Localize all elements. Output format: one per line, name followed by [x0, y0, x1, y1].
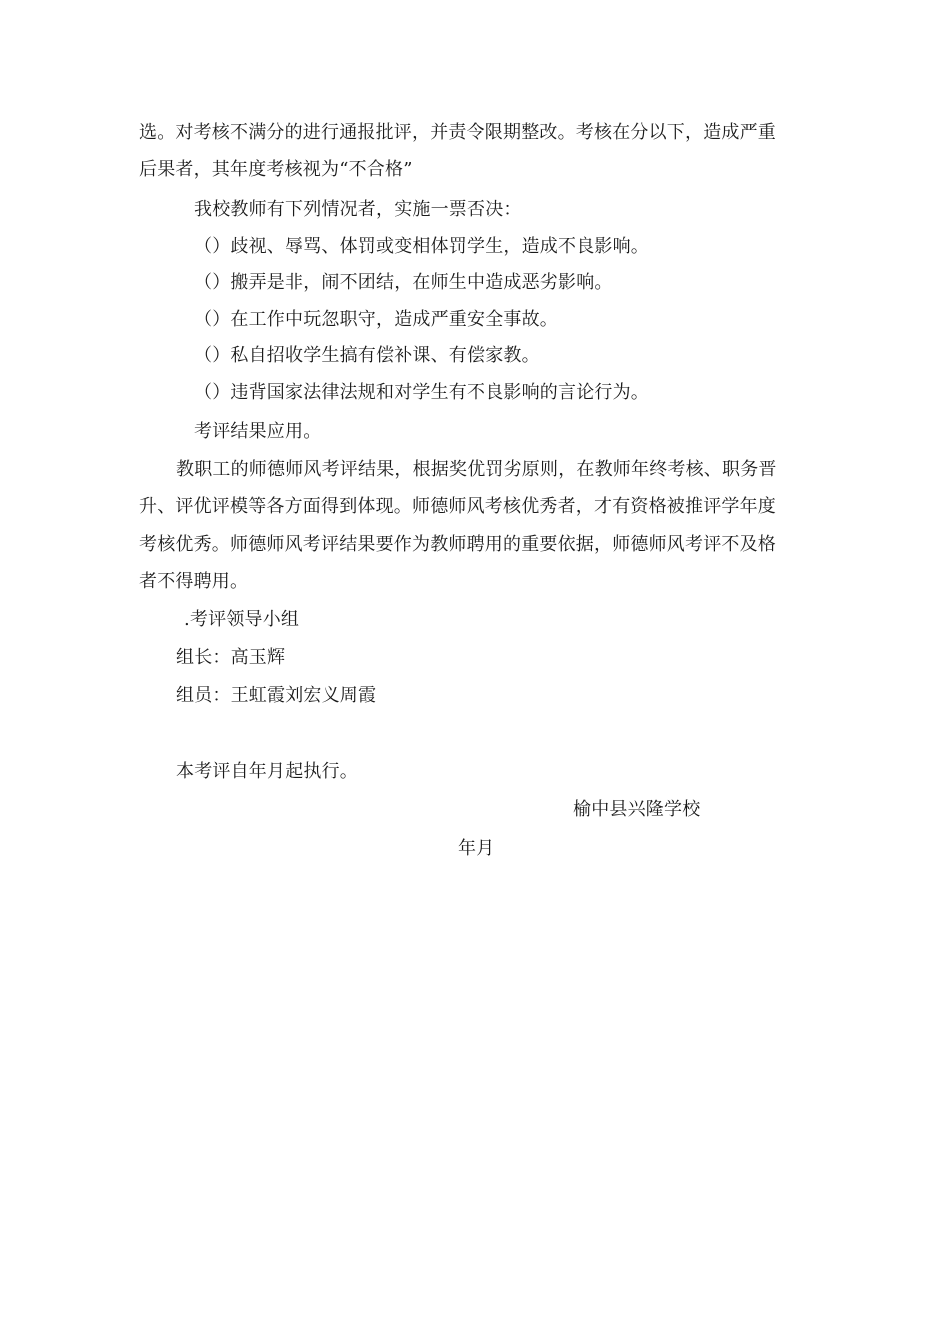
signature-school: 榆中县兴隆学校	[573, 799, 701, 820]
veto-item-4: （）私自招收学生搞有偿补课、有偿家教。	[194, 345, 540, 366]
leader-heading: .考评领导小组	[184, 609, 300, 630]
para2-line-4: 者不得聘用。	[139, 571, 249, 592]
veto-item-1: （）歧视、辱骂、体罚或变相体罚学生，造成不良影响。	[194, 236, 649, 257]
veto-item-3: （）在工作中玩忽职守，造成严重安全事故。	[194, 309, 558, 330]
para2-line-2: 升、评优评模等各方面得到体现。师德师风考核优秀者，才有资格被推评学年度	[139, 496, 776, 517]
para1-line-1: 选。对考核不满分的进行通报批评，并责令限期整改。考核在分以下，造成严重	[139, 122, 776, 143]
veto-item-2: （）搬弄是非，闹不团结，在师生中造成恶劣影响。	[194, 272, 613, 293]
leader-line: 组长：高玉辉	[176, 647, 286, 668]
result-heading: 考评结果应用。	[194, 421, 322, 442]
signature-date: 年月	[458, 838, 495, 859]
veto-item-5: （）违背国家法律法规和对学生有不良影响的言论行为。	[194, 382, 649, 403]
members-line: 组员：王虹霞刘宏义周霞	[176, 685, 377, 706]
effective-date-line: 本考评自年月起执行。	[176, 761, 358, 782]
para1-line-2: 后果者，其年度考核视为“不合格”	[139, 159, 413, 180]
veto-intro: 我校教师有下列情况者，实施一票否决：	[194, 199, 522, 220]
para2-line-3: 考核优秀。师德师风考评结果要作为教师聘用的重要依据，师德师风考评不及格	[139, 534, 776, 555]
para2-line-1: 教职工的师德师风考评结果，根据奖优罚劣原则，在教师年终考核、职务晋	[176, 459, 777, 480]
